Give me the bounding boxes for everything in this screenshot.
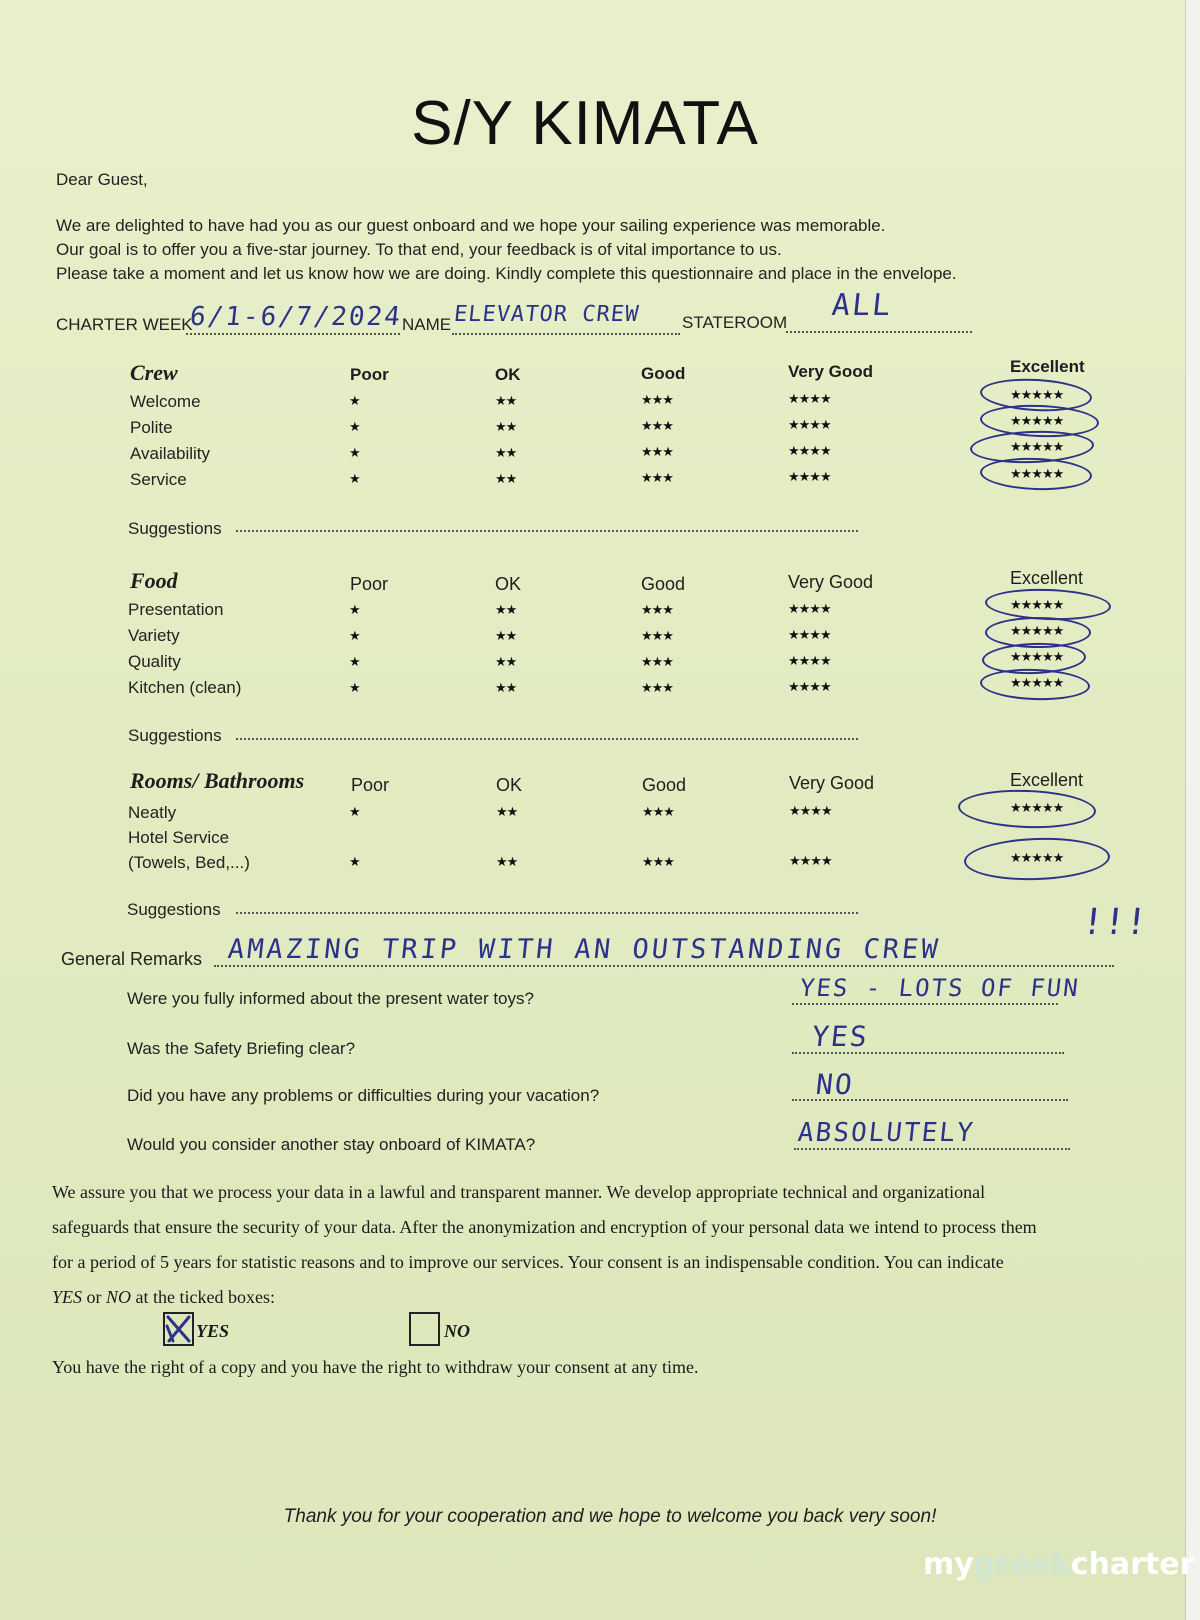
privacy-yes-word: YES (52, 1287, 83, 1307)
star-rating-ok[interactable]: ★★ (495, 628, 517, 643)
rooms-suggestions-label: Suggestions (127, 900, 221, 919)
star-rating-ok[interactable]: ★★ (495, 471, 517, 486)
rooms-col-excellent: Excellent (1010, 770, 1084, 790)
star-rating-poor[interactable]: ★ (349, 445, 360, 460)
food-col-excellent: Excellent (1010, 568, 1084, 588)
question-problems: Did you have any problems or difficulties during your vacation? (127, 1086, 600, 1105)
consent-yes-check-mark (165, 1314, 192, 1344)
star-rating-ok[interactable]: ★★ (495, 680, 517, 695)
consent-no-label: NO (444, 1321, 470, 1341)
privacy-line-1: We assure you that we process your data in a lawful and transparent manner. We develop appropriate technical and organizational (52, 1182, 986, 1202)
star-rating-good[interactable]: ★★★ (641, 418, 673, 433)
rooms-col-good: Good (642, 775, 687, 795)
star-rating-poor[interactable]: ★ (349, 654, 360, 669)
stateroom-label: STATEROOM (682, 313, 788, 332)
general-remarks-exclaim: !!! (1079, 902, 1150, 943)
name-line (452, 333, 680, 335)
star-rating-very-good[interactable]: ★★★★ (788, 443, 831, 458)
star-rating-poor[interactable]: ★ (349, 854, 360, 869)
star-rating-very-good[interactable]: ★★★★ (788, 679, 831, 694)
crew-col-excellent: Excellent (1010, 357, 1085, 376)
intro-line-2: Our goal is to offer you a five-star journey. To that end, your feedback is of vital importance to us. (56, 240, 782, 259)
privacy-no-word: NO (106, 1287, 132, 1307)
thanks-message: Thank you for your cooperation and we hope to welcome you back very soon! (283, 1506, 937, 1527)
charter-week-label: CHARTER WEEK (56, 315, 193, 334)
page-title: S/Y KIMATA (411, 89, 759, 158)
star-rating-good[interactable]: ★★★ (641, 392, 673, 407)
charter-week-value[interactable]: 6/1-6/7/2024 (188, 302, 404, 332)
stateroom-line (786, 331, 972, 333)
star-rating-very-good[interactable]: ★★★★ (788, 627, 831, 642)
answer-problems[interactable]: NO (814, 1068, 856, 1101)
rooms-item-hotel-service: Hotel Service (128, 828, 230, 847)
crew-item-service: Service (130, 470, 187, 489)
star-rating-excellent[interactable]: ★★★★★ (1010, 675, 1064, 690)
withdraw-consent-text: You have the right of a copy and you have the right to withdraw your consent at any time. (52, 1357, 699, 1377)
question-safety-briefing: Was the Safety Briefing clear? (127, 1039, 356, 1058)
intro-line-1: We are delighted to have had you as our guest onboard and we hope your sailing experience was memorable. (56, 216, 886, 235)
star-rating-poor[interactable]: ★ (349, 628, 360, 643)
star-rating-very-good[interactable]: ★★★★ (788, 391, 831, 406)
food-col-ok: OK (495, 574, 522, 594)
food-item-quality: Quality (128, 652, 181, 671)
star-rating-very-good[interactable]: ★★★★ (788, 601, 831, 616)
privacy-tick-tail: at the ticked boxes: (135, 1287, 275, 1307)
star-rating-good[interactable]: ★★★ (641, 602, 673, 617)
rooms-suggestions-line[interactable] (236, 912, 858, 914)
name-label: NAME (402, 315, 452, 334)
star-rating-excellent[interactable]: ★★★★★ (1010, 413, 1064, 428)
mygreekcharter-logo (923, 1547, 1194, 1582)
crew-item-welcome: Welcome (130, 392, 201, 411)
star-rating-poor[interactable]: ★ (349, 471, 360, 486)
star-rating-poor[interactable]: ★ (349, 680, 360, 695)
crew-item-polite: Polite (130, 418, 173, 437)
star-rating-very-good[interactable]: ★★★★ (788, 469, 831, 484)
star-rating-excellent[interactable]: ★★★★★ (1010, 466, 1064, 481)
star-rating-excellent[interactable]: ★★★★★ (1010, 597, 1064, 612)
crew-col-ok: OK (495, 365, 521, 384)
star-rating-ok[interactable]: ★★ (495, 654, 517, 669)
privacy-line-3: for a period of 5 years for statistic reasons and to improve our services. Your consent is an indispensable condition. You can indicate (52, 1252, 1004, 1272)
food-item-presentation: Presentation (128, 600, 224, 619)
rooms-section-title: Rooms/ Bathrooms (130, 768, 305, 793)
logo-prefix: my (923, 1547, 974, 1582)
rooms-col-very-good: Very Good (789, 773, 875, 793)
star-rating-very-good[interactable]: ★★★★ (788, 653, 831, 668)
charter-week-line (186, 333, 400, 335)
consent-no-checkbox[interactable] (409, 1312, 440, 1346)
star-rating-ok[interactable]: ★★ (496, 804, 518, 819)
rooms-col-poor: Poor (351, 775, 390, 795)
privacy-line-4 (52, 1287, 275, 1308)
crew-col-good: Good (641, 364, 686, 383)
star-rating-excellent[interactable]: ★★★★★ (1010, 850, 1064, 865)
star-rating-excellent[interactable]: ★★★★★ (1010, 623, 1064, 638)
intro-line-3: Please take a moment and let us know how we are doing. Kindly complete this questionnaire and place in the envelope. (56, 264, 957, 283)
star-rating-very-good[interactable]: ★★★★ (788, 417, 831, 432)
star-rating-good[interactable]: ★★★ (641, 654, 673, 669)
answer-another-stay[interactable]: ABSOLUTELY (796, 1118, 977, 1148)
star-rating-ok[interactable]: ★★ (496, 854, 518, 869)
food-col-very-good: Very Good (788, 572, 874, 592)
question-another-stay: Would you consider another stay onboard of KIMATA? (127, 1135, 536, 1154)
name-value[interactable]: ELEVATOR CREW (452, 302, 641, 327)
crew-col-poor: Poor (350, 365, 389, 384)
food-suggestions-line[interactable] (236, 738, 858, 740)
star-rating-excellent[interactable]: ★★★★★ (1010, 439, 1064, 454)
crew-col-very-good: Very Good (788, 362, 874, 381)
question-water-toys: Were you fully informed about the present water toys? (127, 989, 534, 1008)
stateroom-value[interactable]: ALL (830, 288, 895, 323)
star-rating-excellent[interactable]: ★★★★★ (1010, 800, 1064, 815)
star-rating-ok[interactable]: ★★ (495, 602, 517, 617)
star-rating-very-good[interactable]: ★★★★ (789, 853, 832, 868)
star-rating-poor[interactable]: ★ (349, 419, 360, 434)
star-rating-good[interactable]: ★★★ (641, 628, 673, 643)
food-section-title: Food (130, 568, 178, 593)
crew-section-title: Crew (130, 360, 178, 385)
food-col-good: Good (641, 574, 686, 594)
star-rating-good[interactable]: ★★★ (642, 804, 674, 819)
food-suggestions-label: Suggestions (128, 726, 222, 745)
general-remarks-line (214, 965, 1114, 967)
rooms-col-ok: OK (496, 775, 523, 795)
food-item-kitchen: Kitchen (clean) (128, 678, 242, 697)
general-remarks-label: General Remarks (61, 949, 203, 969)
food-col-poor: Poor (350, 574, 389, 594)
star-rating-good[interactable]: ★★★ (641, 680, 673, 695)
general-remarks-value[interactable]: AMAZING TRIP WITH AN OUTSTANDING CREW (226, 934, 943, 965)
star-rating-ok[interactable]: ★★ (495, 445, 517, 460)
star-rating-good[interactable]: ★★★ (641, 444, 673, 459)
star-rating-very-good[interactable]: ★★★★ (789, 803, 832, 818)
rooms-item-neatly: Neatly (128, 803, 177, 822)
star-rating-excellent[interactable]: ★★★★★ (1010, 649, 1064, 664)
greeting: Dear Guest, (56, 170, 148, 189)
logo-middle: greek (973, 1547, 1071, 1582)
page-edge (1185, 0, 1200, 1620)
answer-line-another-stay (794, 1148, 1070, 1150)
crew-suggestions-label: Suggestions (128, 519, 222, 538)
star-rating-excellent[interactable]: ★★★★★ (1010, 387, 1064, 402)
answer-line-water-toys (792, 1003, 1058, 1005)
star-rating-ok[interactable]: ★★ (495, 419, 517, 434)
consent-yes-label: YES (196, 1321, 230, 1341)
star-rating-good[interactable]: ★★★ (641, 470, 673, 485)
rooms-item-towels-bed: (Towels, Bed,...) (128, 853, 250, 872)
star-rating-poor[interactable]: ★ (349, 804, 360, 819)
star-rating-poor[interactable]: ★ (349, 602, 360, 617)
star-rating-ok[interactable]: ★★ (495, 393, 517, 408)
privacy-or-word: or (86, 1287, 102, 1307)
answer-water-toys[interactable]: YES - LOTS OF FUN (798, 974, 1082, 1002)
star-rating-poor[interactable]: ★ (349, 393, 360, 408)
privacy-line-2: safeguards that ensure the security of your data. After the anonymization and encryption of your personal data we intend to process them (52, 1217, 1037, 1237)
crew-item-availability: Availability (130, 444, 211, 463)
answer-safety-briefing[interactable]: YES (810, 1020, 871, 1053)
food-item-variety: Variety (128, 626, 180, 645)
star-rating-good[interactable]: ★★★ (642, 854, 674, 869)
consent-yes-checkbox[interactable] (163, 1312, 194, 1346)
crew-suggestions-line[interactable] (236, 530, 858, 532)
logo-suffix: charter (1070, 1547, 1195, 1582)
